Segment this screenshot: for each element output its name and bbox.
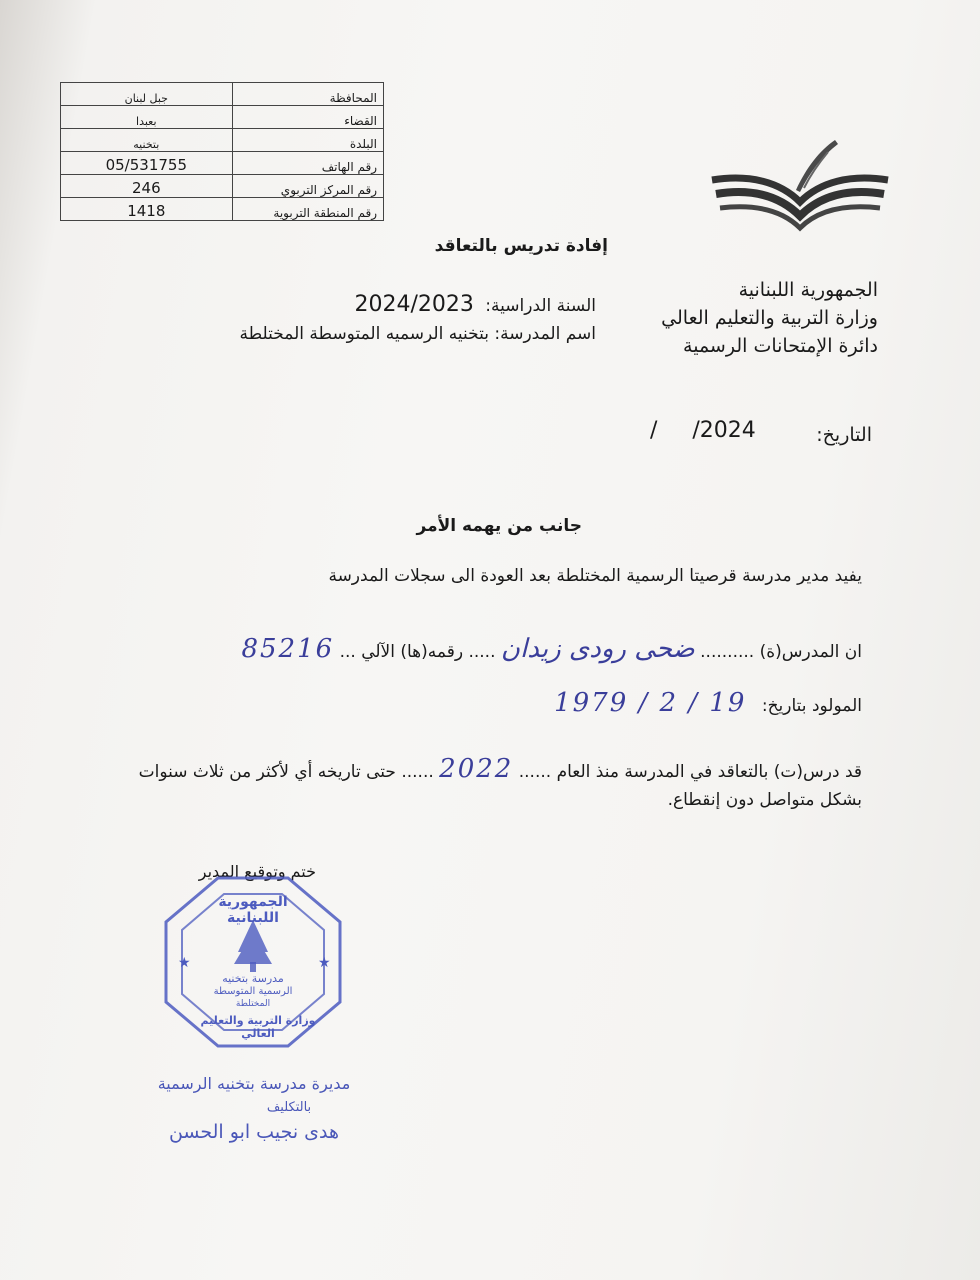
document-title: إفادة تدريس بالتعاقد: [434, 236, 608, 256]
addressee: جانب من يهمه الأمر: [416, 516, 582, 536]
stamp-ring-bottom: وزارة التربية والتعليم العالي: [200, 1014, 316, 1040]
stamp-ring-top: الجمهورية اللبنانية: [218, 894, 288, 926]
birth-label: المولود بتاريخ:: [761, 696, 862, 716]
teacher-name: ضحى رودى زيدان: [500, 634, 695, 664]
info-row: [61, 152, 384, 175]
school-year-value: 2024/2023: [354, 292, 474, 317]
teacher-row: [241, 634, 862, 664]
info-label: المحافظة: [232, 83, 383, 106]
contract-year: 2022: [439, 754, 514, 784]
info-row: [61, 83, 384, 106]
header-department: دائرة الإمتحانات الرسمية: [683, 335, 878, 357]
body-line-1: يفيد مدير مدرسة قرصيتا الرسمية المختلطة بعد العودة الى سجلات المدرسة: [328, 566, 862, 586]
signature-label: ختم وتوقيع المدير: [198, 862, 316, 881]
info-row: [61, 129, 384, 152]
school-name-row: [239, 324, 596, 344]
ministry-header: [661, 276, 878, 360]
school-info-table: [60, 82, 384, 221]
contract-line-2: بشكل متواصل دون إنقطاع.: [667, 790, 862, 810]
contract-post: ...... حتى تاريخه أي لأكثر من ثلاث سنوات: [138, 762, 434, 782]
info-row: [61, 198, 384, 221]
info-label: القضاء: [232, 106, 383, 129]
teacher-prefix: ان المدرس(ة) ..........: [700, 642, 862, 662]
book-quill-logo: [710, 138, 890, 233]
birth-value: 1979 / 2 / 19: [554, 688, 747, 718]
school-year-row: [355, 292, 597, 317]
school-name-value: بتخنيه الرسميه المتوسطة المختلطة: [239, 324, 489, 344]
info-label: رقم المنطقة التربوية: [232, 198, 383, 221]
teacher-mid: ..... رقمه(ها) الآلي ...: [339, 642, 496, 662]
svg-text:★: ★: [318, 955, 331, 971]
contract-row: [139, 754, 862, 784]
school-name-label: اسم المدرسة:: [494, 324, 596, 344]
info-label: رقم الهاتف: [232, 152, 383, 175]
info-value: جبل لبنان: [61, 83, 233, 106]
director-name-stamp: [144, 1072, 364, 1144]
info-value: 1418: [61, 198, 233, 221]
info-row: [61, 106, 384, 129]
info-row: [61, 175, 384, 198]
stamp2-line-1: مديرة مدرسة بتخنيه الرسمية: [157, 1074, 351, 1093]
header-ministry: وزارة التربية والتعليم العالي: [661, 307, 878, 329]
info-value: 05/531755: [61, 152, 233, 175]
contract-pre: قد درس(ت) بالتعاقد في المدرسة منذ العام ......: [518, 762, 862, 782]
info-value: 246: [61, 175, 233, 198]
info-label: البلدة: [232, 129, 383, 152]
stamp-center-1: مدرسة بتخنيه: [222, 972, 284, 985]
date-value: / /2024: [650, 418, 756, 443]
header-republic: الجمهورية اللبنانية: [738, 279, 878, 301]
teacher-number: 85216: [241, 634, 335, 664]
info-value: بتخنيه: [61, 129, 233, 152]
stamp-center-3: المختلطة: [235, 999, 271, 1009]
school-year-label: السنة الدراسية:: [485, 296, 596, 316]
stamp-center-2: الرسمية المتوسطة: [213, 986, 293, 997]
svg-text:★: ★: [178, 955, 191, 971]
stamp2-line-2: بالتكليف: [266, 1100, 312, 1115]
official-stamp: [158, 872, 348, 1052]
birth-row: [554, 688, 862, 718]
date-label: التاريخ:: [816, 424, 872, 446]
info-value: بعبدا: [61, 106, 233, 129]
stamp2-line-3: هدى نجيب ابو الحسن: [168, 1121, 340, 1143]
info-label: رقم المركز التربوي: [232, 175, 383, 198]
